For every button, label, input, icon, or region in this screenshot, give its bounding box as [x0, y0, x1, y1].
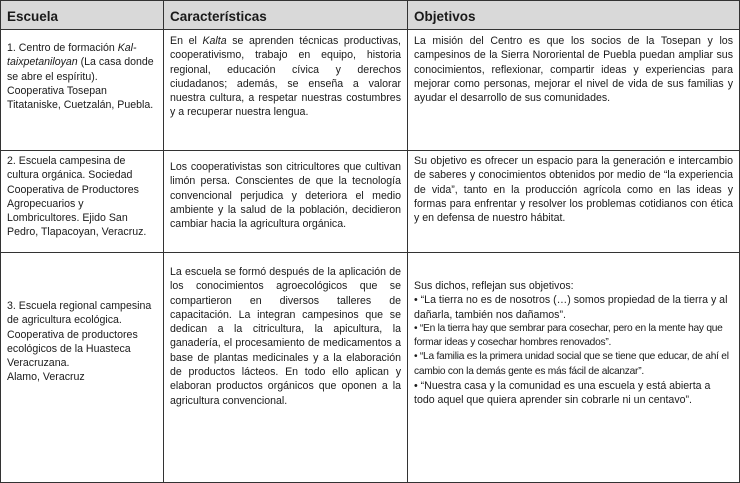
cell-objetivos-3 [408, 253, 740, 483]
cell-objetivos-1: La misión del Centro es que los socios de la Tosepan y los campesinos de la Sierra Nororiental de Puebla puedan ampliar sus conocimientos, reflexionar, compartir ideas y experiencias para mejorar como personas, mejorar el nivel de vida de sus familias y ayudar el desarrollo de sus comunidades. [408, 30, 740, 151]
header-row [1, 1, 740, 30]
escuela-3-line-2: Alamo, Veracruz [7, 371, 85, 384]
caract-1-pre: En el [170, 35, 203, 47]
cell-escuela-3 [1, 253, 164, 483]
objetivos-3-intro: Sus dichos, reflejan sus objetivos: [414, 280, 574, 292]
escuela-1-pre: 1. Centro de formación [7, 42, 118, 54]
table-row [1, 30, 740, 151]
table-row [1, 151, 740, 253]
table-row [1, 253, 740, 483]
caract-1-post: se aprenden técnicas productivas, cooperativismo, trabajo en equipo, historia regional, educación cívica y derechos ciudadanos; además, se enseña a valorar nuestra cultura, a respetar nuestras costumbres y a recuperar nuestra lengua. [170, 35, 401, 119]
cell-objetivos-2: Su objetivo es ofrecer un espacio para la generación e intercambio de saberes y conocimientos obtenidos por medio de “la experiencia de vida”, tanto en la producción agrícola como en las ideas y formas para enfrentar y resolver los problemas cotidianos con ética y en defensa de nuestro hábitat. [408, 151, 740, 253]
cell-escuela-2: 2. Escuela campesina de cultura orgánica. Sociedad Cooperativa de Productores Agropecuarios y Lombricultores. Ejido San Pedro, Tlapacoyan, Veracruz. [1, 151, 164, 253]
caract-1-italic: Kalta [202, 35, 227, 47]
cell-escuela-1 [1, 30, 164, 151]
objetivos-3-bullet-2: • “En la tierra hay que sembrar para cosechar, pero en la mente hay que formar ideas y cosechar hombres renovados”. [414, 322, 723, 349]
escuela-1-post: (La casa donde se abre el espíritu). Cooperativa Tosepan Titataniske, Cuetzalán, Puebla. [7, 56, 154, 112]
header-objetivos: Objetivos [408, 1, 740, 30]
objetivos-3-bullet-3: • “La familia es la primera unidad social que se tiene que educar, de ahí el cambio con la demás gente es más fácil de alcanzar”. [414, 351, 729, 377]
escuela-1-italic: Kal-taixpetaniloyan [7, 42, 137, 69]
header-caracteristicas: Características [164, 1, 408, 30]
escuela-3-line-1: 3. Escuela regional campesina de agricultura ecológica. Cooperativa de productores ecológicos de la Huasteca Veracruzana. [7, 300, 152, 370]
cell-caracteristicas-1 [164, 30, 408, 151]
objetivos-3-bullet-1: • “La tierra no es de nosotros (…) somos propiedad de la tierra y al dañarla, también nos dañamos”. [414, 294, 728, 321]
cell-caracteristicas-3: La escuela se formó después de la aplicación de los conocimientos agroecológicos que se compartieron en diversos talleres de capacitación. La integran campesinos que se dedican a la citricultura, la apicultura, la ganadería, el procesamiento de medicamentos a base de plantas medicinales y a la elaboración de productos lácteos. En todo ello aplican y elaboran productos orgánicos que oponen a la agricultura convencional. [164, 253, 408, 483]
cell-caracteristicas-2: Los cooperativistas son citricultores que cultivan limón persa. Conscientes de que la tecnología convencional perjudica y deteriora el medio ambiente y la salud de la población, decidieron cambiar hacia la agricultura orgánica. [164, 151, 408, 253]
header-escuela: Escuela [1, 1, 164, 30]
objetivos-3-bullet-4: • “Nuestra casa y la comunidad es una escuela y está abierta a todo aquel que quiera aprender sin cobrarle ni un centavo”. [414, 380, 711, 407]
